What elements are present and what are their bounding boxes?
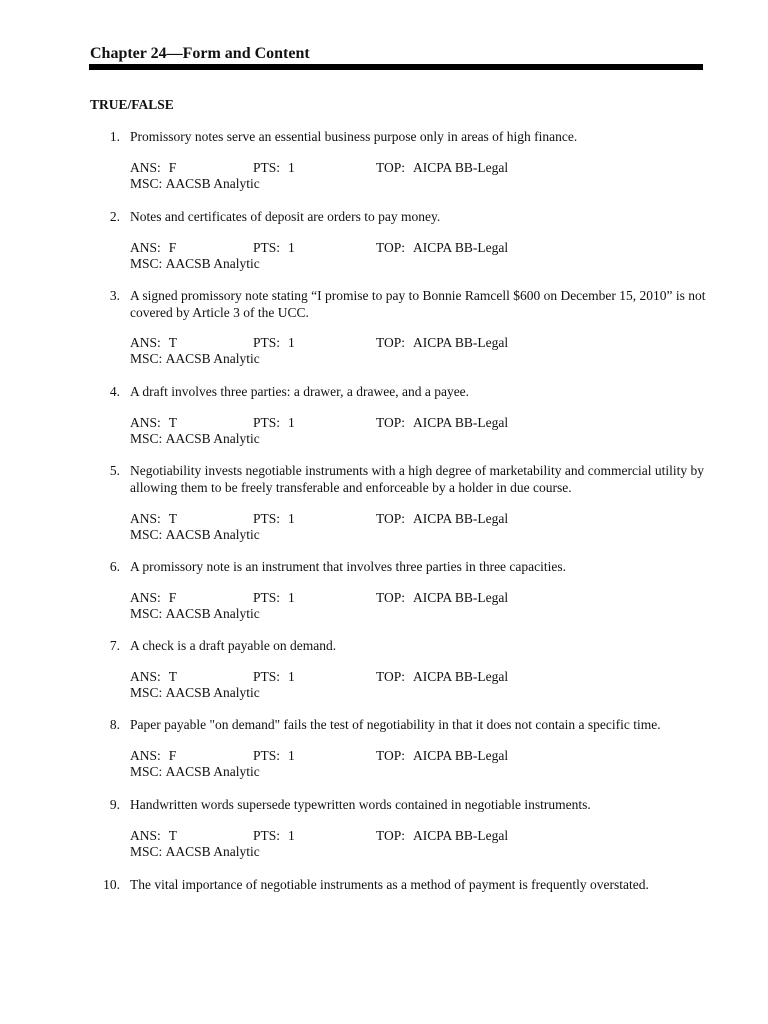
msc-value: AACSB Analytic <box>165 256 260 271</box>
topic-field: TOP: AICPA BB-Legal <box>376 828 509 843</box>
answer-block-7 <box>130 669 690 701</box>
answer-value: F <box>168 240 177 255</box>
msc-value: AACSB Analytic <box>165 764 260 779</box>
topic-field: TOP: AICPA BB-Legal <box>376 590 509 605</box>
answer-block-5 <box>130 511 690 543</box>
topic-value: AICPA BB-Legal <box>413 335 509 350</box>
answer-field: ANS: F <box>130 240 177 255</box>
answer-field: ANS: T <box>130 669 178 684</box>
question-text: Handwritten words supersede typewritten words contained in negotiable instruments. <box>130 797 591 812</box>
answer-value: T <box>168 511 178 526</box>
answer-block-2 <box>130 240 690 272</box>
question-text: A draft involves three parties: a drawer, a drawee, and a payee. <box>130 384 470 399</box>
msc-value: AACSB Analytic <box>165 606 260 621</box>
points-field: PTS: 1 <box>253 669 295 684</box>
answer-value: F <box>168 748 177 763</box>
question-number: 8. <box>109 717 120 732</box>
topic-value: AICPA BB-Legal <box>413 748 509 763</box>
answer-value: T <box>168 415 178 430</box>
chapter-title: Chapter 24—Form and Content <box>90 45 310 62</box>
answer-block-9 <box>130 828 690 860</box>
topic-value: AICPA BB-Legal <box>413 828 509 843</box>
answer-block-4 <box>130 415 690 447</box>
answer-field: ANS: T <box>130 335 178 350</box>
topic-field: TOP: AICPA BB-Legal <box>376 748 509 763</box>
section-heading: TRUE/FALSE <box>90 97 174 112</box>
msc-field: MSC: AACSB Analytic <box>130 606 260 621</box>
points-field: PTS: 1 <box>253 590 295 605</box>
msc-value: AACSB Analytic <box>165 351 260 366</box>
msc-value: AACSB Analytic <box>165 685 260 700</box>
points-field: PTS: 1 <box>253 828 295 843</box>
question-text: Promissory notes serve an essential business purpose only in areas of high finance. <box>130 129 578 144</box>
topic-value: AICPA BB-Legal <box>413 160 509 175</box>
points-field: PTS: 1 <box>253 160 295 175</box>
points-value: 1 <box>288 160 295 175</box>
question-number: 4. <box>109 384 120 399</box>
topic-value: AICPA BB-Legal <box>413 590 509 605</box>
msc-field: MSC: AACSB Analytic <box>130 844 260 859</box>
question-text: A promissory note is an instrument that involves three parties in three capacities. <box>130 559 567 574</box>
answer-field: ANS: F <box>130 590 177 605</box>
msc-field: MSC: AACSB Analytic <box>130 351 260 366</box>
msc-field: MSC: AACSB Analytic <box>130 176 260 191</box>
question-text: Notes and certificates of deposit are orders to pay money. <box>130 209 441 224</box>
msc-field: MSC: AACSB Analytic <box>130 256 260 271</box>
topic-field: TOP: AICPA BB-Legal <box>376 335 509 350</box>
answer-value: F <box>168 160 177 175</box>
points-value: 1 <box>288 669 295 684</box>
points-value: 1 <box>288 415 295 430</box>
answer-block-3 <box>130 335 690 367</box>
answer-field: ANS: F <box>130 748 177 763</box>
points-value: 1 <box>288 590 295 605</box>
points-value: 1 <box>288 748 295 763</box>
msc-value: AACSB Analytic <box>165 844 260 859</box>
msc-field: MSC: AACSB Analytic <box>130 431 260 446</box>
question-number: 1. <box>109 129 120 144</box>
points-field: PTS: 1 <box>253 415 295 430</box>
question-number: 9. <box>109 797 120 812</box>
answer-value: T <box>168 669 178 684</box>
answer-field: ANS: T <box>130 415 178 430</box>
points-value: 1 <box>288 335 295 350</box>
question-text: The vital importance of negotiable instruments as a method of payment is frequently overstated. <box>130 877 649 892</box>
answer-value: T <box>168 828 178 843</box>
points-field: PTS: 1 <box>253 240 295 255</box>
topic-field: TOP: AICPA BB-Legal <box>376 415 509 430</box>
points-field: PTS: 1 <box>253 335 295 350</box>
question-number: 2. <box>109 209 120 224</box>
msc-field: MSC: AACSB Analytic <box>130 764 260 779</box>
answer-field: ANS: F <box>130 160 177 175</box>
topic-value: AICPA BB-Legal <box>413 511 509 526</box>
answer-block-6 <box>130 590 690 622</box>
question-number: 6. <box>109 559 120 574</box>
title-rule <box>89 64 703 70</box>
question-text: A signed promissory note stating “I promise to pay to Bonnie Ramcell $600 on December 15, 2010” is not covered by Article 3 of the UCC. <box>130 288 706 320</box>
answer-value: F <box>168 590 177 605</box>
question-number: 7. <box>109 638 120 653</box>
points-field: PTS: 1 <box>253 511 295 526</box>
topic-field: TOP: AICPA BB-Legal <box>376 511 509 526</box>
msc-value: AACSB Analytic <box>165 527 260 542</box>
question-text: Negotiability invests negotiable instruments with a high degree of marketability and commercial utility by allowing them to be freely transferable and enforceable by a holder in due course. <box>130 463 704 495</box>
answer-block-8 <box>130 748 690 780</box>
points-field: PTS: 1 <box>253 748 295 763</box>
answer-field: ANS: T <box>130 828 178 843</box>
msc-value: AACSB Analytic <box>165 176 260 191</box>
msc-field: MSC: AACSB Analytic <box>130 527 260 542</box>
question-text: A check is a draft payable on demand. <box>130 638 337 653</box>
answer-field: ANS: T <box>130 511 178 526</box>
topic-value: AICPA BB-Legal <box>413 415 509 430</box>
msc-value: AACSB Analytic <box>165 431 260 446</box>
points-value: 1 <box>288 828 295 843</box>
question-number: 3. <box>109 288 120 303</box>
points-value: 1 <box>288 240 295 255</box>
question-number: 10. <box>103 877 120 892</box>
topic-field: TOP: AICPA BB-Legal <box>376 160 509 175</box>
msc-field: MSC: AACSB Analytic <box>130 685 260 700</box>
topic-value: AICPA BB-Legal <box>413 240 509 255</box>
topic-value: AICPA BB-Legal <box>413 669 509 684</box>
points-value: 1 <box>288 511 295 526</box>
topic-field: TOP: AICPA BB-Legal <box>376 240 509 255</box>
answer-block-1 <box>130 160 690 192</box>
answer-value: T <box>168 335 178 350</box>
topic-field: TOP: AICPA BB-Legal <box>376 669 509 684</box>
question-text: Paper payable "on demand" fails the test of negotiability in that it does not contain a specific time. <box>130 717 661 732</box>
question-number: 5. <box>109 463 120 478</box>
